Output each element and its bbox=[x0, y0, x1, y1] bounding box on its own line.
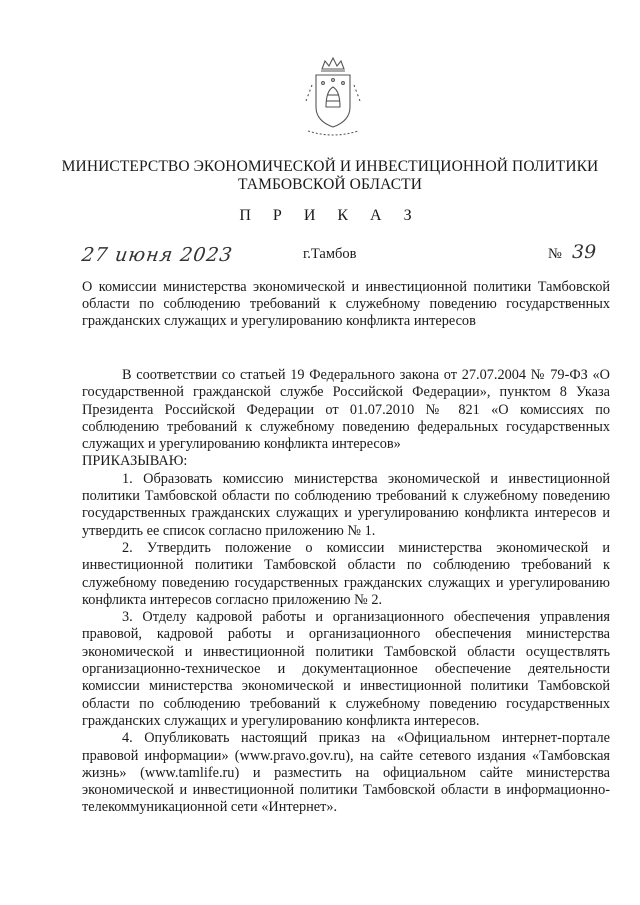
city: г.Тамбов bbox=[303, 246, 357, 262]
order-item-4: 4. Опубликовать настоящий приказ на «Официальном интернет-портале правовой информации» (www.pravo.gov.ru), на сайте сетевого издания «Тамбовская жизнь» (www.tamlife.ru) и разместить на официальном сайте министерства экономической и инвестиционной политики Тамбовской области в информационно-телекоммуникационной сети «Интернет». bbox=[82, 730, 610, 816]
order-subject: О комиссии министерства экономической и инвестиционной политики Тамбовской области по соблюдению требований к служебному поведению государственных гражданских служащих и урегулированию конфликта интересов bbox=[82, 279, 610, 329]
handwritten-number: 39 bbox=[572, 241, 597, 263]
ministry-name-line2: ТАМБОВСКОЙ ОБЛАСТИ bbox=[238, 176, 422, 193]
order-word: ПРИКАЗЫВАЮ: bbox=[82, 453, 188, 470]
document-type-title: П Р И К А З bbox=[239, 207, 421, 224]
preamble-paragraph: В соответствии со статьей 19 Федерального закона от 27.07.2004 № 79-ФЗ «О государственной гражданской службе Российской Федерации», пунктом 8 Указа Президента Российской Федерации от 01.07.2010 № 821 «О комиссиях по соблюдению требований к служебному поведению федеральных государственных служащих и урегулированию конфликта интересов» bbox=[82, 367, 610, 453]
handwritten-date: 27 июня 2023 bbox=[80, 244, 235, 266]
order-item-1: 1. Образовать комиссию министерства экономической и инвестиционной политики Тамбовской области по соблюдению требований к служебному поведению государственных гражданских служащих и урегулированию конфликта интересов и утвердить ее список согласно приложению № 1. bbox=[82, 470, 610, 539]
coat-of-arms-icon bbox=[302, 55, 364, 137]
order-item-2: 2. Утвердить положение о комиссии министерства экономической и инвестиционной политики Тамбовской области по соблюдению требований к служебному поведению государственных гражданских служащих и урегулированию конфликта интересов согласно приложению № 2. bbox=[82, 539, 610, 608]
number-label: № bbox=[548, 246, 562, 262]
ministry-name-line1: МИНИСТЕРСТВО ЭКОНОМИЧЕСКОЙ И ИНВЕСТИЦИОННОЙ ПОЛИТИКИ bbox=[61, 158, 599, 175]
order-body bbox=[82, 367, 610, 817]
order-item-3: 3. Отделу кадровой работы и организационного обеспечения управления правовой, кадровой работы и организационного обеспечения министерства экономической и инвестиционной политики Тамбовской области осуществлять организационно-техническое и документационное обеспечение деятельности комиссии министерства экономической и инвестиционной политики Тамбовской области по соблюдению требований к служебному поведению государственных гражданских служащих и урегулированию конфликта интересов. bbox=[82, 609, 610, 729]
